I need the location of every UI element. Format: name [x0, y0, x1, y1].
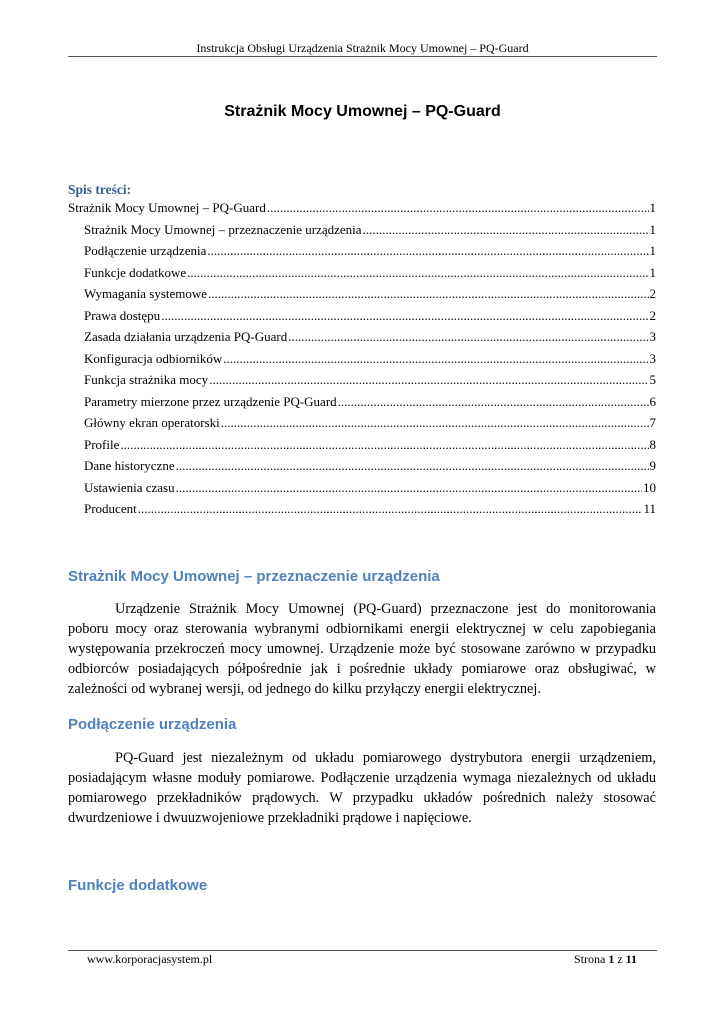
toc-entry[interactable]: [68, 351, 656, 373]
toc-leader-dots: [208, 286, 648, 302]
toc-entry-label: Wymagania systemowe: [84, 286, 208, 301]
toc-entry-label: Konfiguracja odbiorników: [84, 350, 223, 366]
toc-entry[interactable]: [68, 265, 656, 287]
section-body-purpose: Urządzenie Strażnik Mocy Umownej (PQ-Guard) przeznaczone jest do monitorowania poboru mocy oraz sterowania wybranymi odbiornikami energii elektrycznej w celu zapobiegania występowania przekroczeń mocy umownej. Urządzenie może być stosowane zarówno w przypadku odbiorców posiadających półpośrednie jak i pośrednie układy pomiarowe oraz obsługiwać, w zależności od wybranej wersji, od jednego do kilku przyłączy energii elektrycznej.: [68, 601, 656, 697]
section-body-connection: PQ-Guard jest niezależnym od układu pomiarowego dystrybutora energii urządzeniem, posiadającym własne moduły pomiarowe. Podłączenie urządzenia wymaga niezależnych od układu pomiarowego przekładników prądowych. W przypadku układów pośrednich należy stosować dwurdzeniowe i dwuuzwojeniowe przekładniki prądowe i napięciowe.: [68, 750, 656, 826]
toc-entry[interactable]: [68, 415, 656, 437]
page-prefix: Strona: [573, 952, 606, 966]
toc-entry[interactable]: [68, 308, 656, 330]
toc-entry-page: 1: [649, 221, 656, 237]
header-divider: [68, 56, 657, 57]
toc-leader-dots: [207, 243, 648, 259]
toc-entry-page: 6: [649, 393, 656, 409]
toc-entry-label: Parametry mierzone przez urządzenie PQ-Guard: [84, 393, 337, 409]
toc-entry[interactable]: [68, 243, 656, 265]
toc-leader-dots: [138, 501, 643, 517]
section-heading-connection: Podłączenie urządzenia: [68, 716, 237, 733]
toc-entry[interactable]: [68, 437, 656, 459]
toc-entry-label: Profile: [84, 436, 120, 452]
toc-entry-label: Podłączenie urządzenia: [84, 243, 207, 258]
toc-leader-dots: [363, 222, 649, 238]
toc-entry-label: Producent: [84, 501, 137, 516]
footer-divider: [68, 950, 657, 951]
toc-heading: Spis treści:: [68, 182, 132, 197]
toc-entry-page: 2: [649, 286, 656, 301]
document-title: Strażnik Mocy Umownej – PQ-Guard: [224, 103, 501, 120]
section-heading-extra-functions: Funkcje dodatkowe: [68, 877, 208, 894]
toc-entry[interactable]: [68, 286, 656, 308]
section-heading-purpose: Strażnik Mocy Umownej – przeznaczenie urządzenia: [68, 568, 440, 585]
toc-entry-label: Główny ekran operatorski: [84, 415, 220, 430]
toc-entry-page: 1: [649, 243, 656, 258]
toc-entry[interactable]: [68, 394, 656, 416]
toc-entry[interactable]: [68, 222, 656, 244]
toc-entry[interactable]: [68, 458, 656, 480]
toc-entry-page: 2: [649, 307, 656, 323]
toc-leader-dots: [288, 329, 648, 345]
toc-entry[interactable]: [68, 200, 656, 222]
page-sep: z: [617, 952, 623, 966]
toc-leader-dots: [120, 437, 648, 453]
toc-entry-page: 7: [649, 415, 656, 430]
toc-entry-label: Prawa dostępu: [84, 307, 161, 323]
toc-leader-dots: [267, 200, 649, 216]
toc-entry-label: Funkcje dodatkowe: [84, 264, 187, 280]
toc-leader-dots: [221, 415, 649, 431]
toc-leader-dots: [176, 458, 649, 474]
toc-entry-page: 9: [649, 458, 656, 473]
page-current: 1: [608, 952, 615, 966]
toc-leader-dots: [209, 372, 648, 388]
toc-entry[interactable]: [68, 501, 656, 523]
toc-entry-label: Dane historyczne: [84, 458, 175, 473]
toc-entry-page: 1: [649, 264, 656, 280]
toc-entry-label: Zasada działania urządzenia PQ-Guard: [84, 329, 288, 344]
toc-entry-page: 5: [649, 372, 656, 387]
toc-leader-dots: [161, 308, 648, 324]
toc-entry-page: 3: [649, 350, 656, 366]
toc-leader-dots: [338, 394, 649, 410]
toc-entry-page: 8: [649, 436, 656, 452]
toc-entry-page: 10: [643, 479, 656, 495]
page-total: 11: [625, 952, 637, 966]
toc-entry-label: Funkcja strażnika mocy: [84, 372, 209, 387]
toc-entry[interactable]: [68, 329, 656, 351]
table-of-contents: [68, 200, 656, 523]
footer-website-link[interactable]: www.korporacjasystem.pl: [87, 952, 213, 966]
toc-entry-label: Strażnik Mocy Umownej – PQ-Guard: [68, 200, 266, 215]
toc-entry-page: 3: [649, 329, 656, 344]
toc-leader-dots: [223, 351, 648, 367]
toc-leader-dots: [187, 265, 648, 281]
page-header: Instrukcja Obsługi Urządzenia Strażnik Mocy Umownej – PQ-Guard: [196, 41, 529, 55]
toc-entry-page: 1: [649, 200, 656, 215]
toc-entry[interactable]: [68, 372, 656, 394]
toc-entry[interactable]: [68, 480, 656, 502]
toc-entry-page: 11: [643, 501, 656, 516]
toc-entry-label: Strażnik Mocy Umownej – przeznaczenie urządzenia: [84, 221, 362, 237]
toc-leader-dots: [176, 480, 642, 496]
toc-entry-label: Ustawienia czasu: [84, 479, 175, 495]
footer-page-number: [560, 952, 637, 967]
